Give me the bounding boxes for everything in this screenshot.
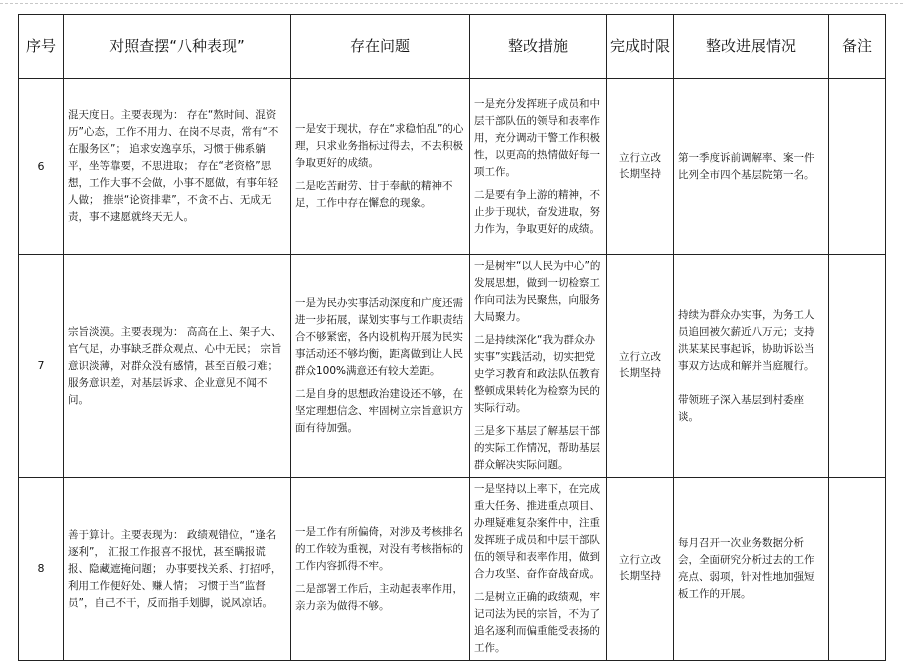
problem-point: 一是为民办实事活动深度和广度还需进一步拓展，谋划实事与工作职责结合不够紧密，各内设机构开展为民实事活动还不够均衡，距离做到让人民群众100%满意还有较大差距。 <box>295 297 463 377</box>
row-deadline: 立行立改 长期坚持 <box>607 255 674 478</box>
measure-point: 一是树牢“以人民为中心”的发展思想，做到一切检察工作向司法为民聚焦，向服务大局聚力。 <box>474 260 601 323</box>
row-measures <box>470 79 607 255</box>
measure-point: 二是要有争上游的精神，不止步于现状，奋发进取，努力作为，争取更好的成绩。 <box>474 188 600 235</box>
measure-point: 一是坚持以上率下，在完成重大任务、推进重点项目、办理疑难复杂案件中，注重发挥班子成员和中层干部队伍的领导和表率作用，做到合力攻坚、奋作奋战奋成。 <box>474 483 600 580</box>
measure-point: 三是多下基层了解基层干部的实际工作情况，帮助基层群众解决实际问题。 <box>474 425 600 471</box>
row-progress: 每月召开一次业务数据分析会，全面研究分析过去的工作亮点、弱项，针对性地加强短板工作的开展。 <box>674 478 829 661</box>
row-remark <box>829 255 886 478</box>
header-remark: 备注 <box>829 15 886 79</box>
measure-point: 一是充分发挥班子成员和中层干部队伍的领导和表率作用，充分调动干警工作积极性，以更高的热情做好每一项工作。 <box>474 97 600 178</box>
problem-point: 二是吃苦耐劳、甘于奉献的精神不足，工作中存在懈怠的现象。 <box>295 180 453 209</box>
table-row <box>19 79 886 255</box>
table-header-row <box>19 15 886 79</box>
rectification-table <box>18 14 886 661</box>
row-measures <box>470 255 607 478</box>
row-item: 混天度日。主要表现为： 存在“熬时间、混资历”心态，工作不用力、在岗不尽责，常有“不在服务区”； 追求安逸享乐，习惯于佛系躺平，坐等靠要，不思进取； 存在“老资格”思想，工作大事不会做，小事不愿做，有事年轻人做； 推崇“论资排辈”，不贪不占、无成无责，事不逮愿就终天无人。 <box>64 79 291 255</box>
problem-point: 二是自身的思想政治建设还不够，在坚定理想信念、牢固树立宗旨意识方面有待加强。 <box>295 388 463 434</box>
row-item: 宗旨淡漠。主要表现为： 高高在上、架子大、官气足，办事缺乏群众观点、心中无民； 宗旨意识淡薄，对群众没有感情，甚至百般刁难； 服务意识差，对基层诉求、企业意见不闻不问。 <box>64 255 291 478</box>
row-remark <box>829 79 886 255</box>
row-progress: 第一季度诉前调解率、案一件比列全市四个基层院第一名。 <box>674 79 829 255</box>
measure-point: 二是树立正确的政绩观，牢记司法为民的宗旨，不为了追名逐利而偏重能受表扬的工作。 <box>474 591 600 654</box>
measure-point: 二是持续深化“我为群众办实事”实践活动，切实把党史学习教育和政法队伍教育整顿成果转化为检察为民的实际行动。 <box>474 334 600 414</box>
row-deadline: 立行立改 长期坚持 <box>607 79 674 255</box>
problem-point: 一是安于现状，存在“求稳怕乱”的心理，只求业务指标过得去，不去积极争取更好的成绩。 <box>295 123 464 169</box>
row-seq: 6 <box>19 79 64 255</box>
header-measures: 整改措施 <box>470 15 607 79</box>
row-measures <box>470 478 607 661</box>
table-row <box>19 478 886 661</box>
header-item: 对照查摆“八种表现” <box>64 15 291 79</box>
row-remark <box>829 478 886 661</box>
problem-point: 一是工作有所偏倚，对涉及考核排名的工作较为重视，对没有考核指标的工作内容抓得不牢。 <box>295 525 463 572</box>
row-problem <box>291 478 470 661</box>
header-deadline: 完成时限 <box>607 15 674 79</box>
row-seq: 7 <box>19 255 64 478</box>
row-deadline: 立行立改 长期坚持 <box>607 478 674 661</box>
header-problem: 存在问题 <box>291 15 470 79</box>
page-top-border <box>0 3 903 4</box>
problem-point: 二是部署工作后，主动起表率作用，亲力亲为做得不够。 <box>295 582 463 612</box>
row-problem <box>291 255 470 478</box>
table-row <box>19 255 886 478</box>
row-progress: 持续为群众办实事，为务工人员追回被欠薪近八万元；支持洪某某民事起诉，协助诉讼当事双方达成和解并当庭履行。 带领班子深入基层到村委座谈。 <box>674 255 829 478</box>
row-seq: 8 <box>19 478 64 661</box>
header-progress: 整改进展情况 <box>674 15 829 79</box>
row-item: 善于算计。主要表现为： 政绩观错位，“逢名逐利”， 汇报工作报喜不报忧，甚至瞒报谎报、隐藏遮掩问题； 办事要找关系、打招呼，利用工作便好处、赚人情； 习惯于当“监督员”，自己不干，反而指手划脚，说风凉话。 <box>64 478 291 661</box>
header-seq: 序号 <box>19 15 64 79</box>
row-problem <box>291 79 470 255</box>
